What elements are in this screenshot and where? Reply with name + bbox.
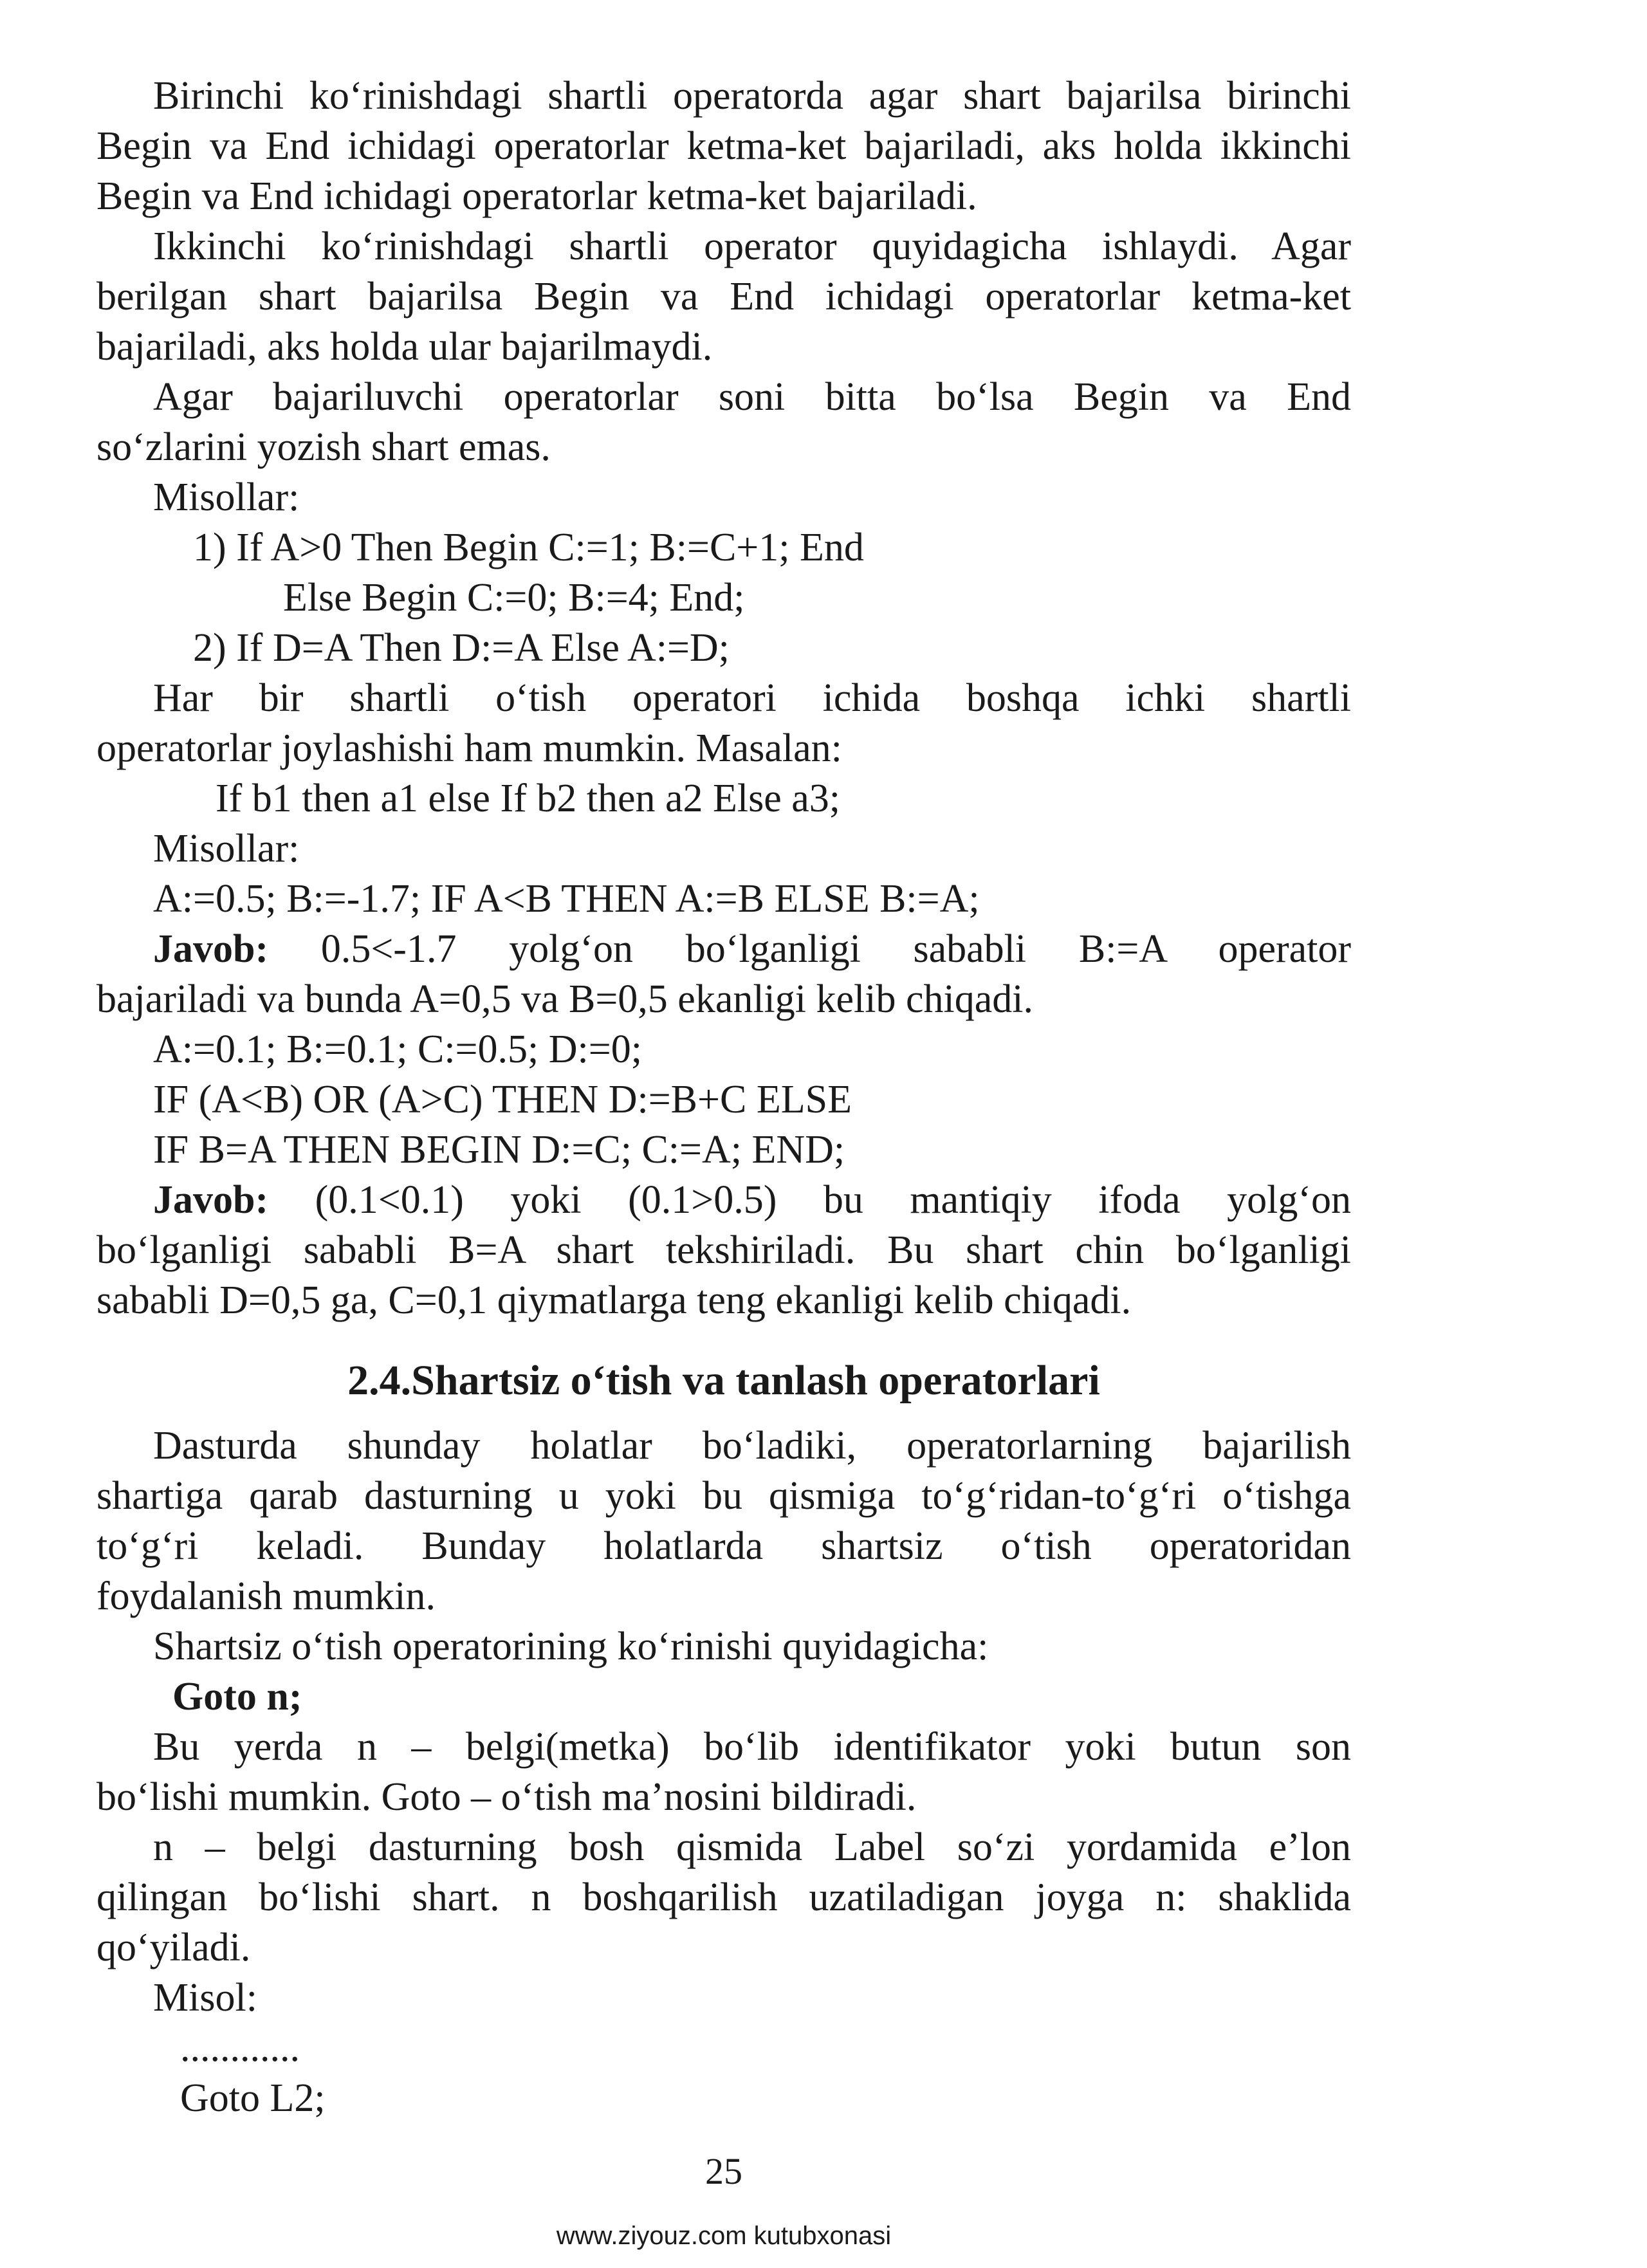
answer-label: Javob: <box>153 1178 269 1222</box>
text-line: Misollar: <box>153 475 300 519</box>
text-line: Har bir shartli o‘tish operatori ichida boshqa ichki shartli <box>153 676 1351 720</box>
text-line: so‘zlarini yozish shart emas. <box>97 425 551 469</box>
text-line: Dasturda shunday holatlar bo‘ladiki, operatorlarning bajarilish <box>153 1424 1351 1468</box>
text-line: bo‘lganligi sababli B=A shart tekshiriladi. Bu shart chin bo‘lganligi <box>97 1228 1351 1272</box>
page-body <box>97 71 1351 2123</box>
text-line: bajariladi, aks holda ular bajarilmaydi. <box>97 325 713 369</box>
text-line: Misollar: <box>153 827 300 871</box>
code-line: IF B=A THEN BEGIN D:=C; C:=A; END; <box>153 1128 845 1172</box>
text-line: to‘g‘ri keladi. Bunday holatlarda shartsiz o‘tish operatoridan <box>97 1524 1351 1568</box>
page-number: 25 <box>705 2150 742 2192</box>
answer-line <box>97 924 1351 974</box>
text-line: Bu yerda n – belgi(metka) bo‘lib identifikator yoki butun son <box>153 1725 1351 1769</box>
answer-text: 0.5<-1.7 yolg‘on bo‘lganligi sababli B:=A operator <box>268 927 1351 971</box>
code-line: Goto L2; <box>180 2076 326 2120</box>
text-line: Begin va End ichidagi operatorlar ketma-ket bajariladi, aks holda ikkinchi <box>97 124 1351 168</box>
code-line: IF (A<B) OR (A>C) THEN D:=B+C ELSE <box>153 1078 852 1121</box>
text-line: shartiga qarab dasturning u yoki bu qismiga to‘g‘ridan-to‘g‘ri o‘tishga <box>97 1474 1351 1518</box>
code-line: A:=0.5; B:=-1.7; IF A<B THEN A:=B ELSE B:=A; <box>153 877 980 921</box>
text-line: Birinchi ko‘rinishdagi shartli operatorda agar shart bajarilsa birinchi <box>153 74 1351 118</box>
text-line: qo‘yiladi. <box>97 1926 251 1969</box>
text-line: n – belgi dasturning bosh qismida Label so‘zi yordamida e’lon <box>153 1825 1351 1869</box>
text-line: Misol: <box>153 1976 257 2020</box>
code-line: Goto n; <box>172 1675 302 1719</box>
text-line: qilingan bo‘lishi shart. n boshqarilish uzatiladigan joyga n: shaklida <box>97 1876 1351 1919</box>
code-line: Else Begin C:=0; B:=4; End; <box>283 576 745 620</box>
text-line: bo‘lishi mumkin. Goto – o‘tish ma’nosini bildiradi. <box>97 1775 917 1819</box>
text-line: berilgan shart bajarilsa Begin va End ichidagi operatorlar ketma-ket <box>97 275 1351 318</box>
code-line: 2) If D=A Then D:=A Else A:=D; <box>193 626 730 670</box>
answer-label: Javob: <box>153 927 269 971</box>
text-line: Agar bajariluvchi operatorlar soni bitta bo‘lsa Begin va End <box>153 375 1351 419</box>
text-line: bajariladi va bunda A=0,5 va B=0,5 ekanligi kelib chiqadi. <box>97 977 1033 1021</box>
code-line: A:=0.1; B:=0.1; C:=0.5; D:=0; <box>153 1028 642 1071</box>
text-line: sababli D=0,5 ga, C=0,1 qiymatlarga teng ekanligi kelib chiqadi. <box>97 1278 1132 1322</box>
answer-line <box>97 1175 1351 1225</box>
answer-text: (0.1<0.1) yoki (0.1>0.5) bu mantiqiy ifoda yolg‘on <box>268 1178 1351 1222</box>
text-line: Shartsiz o‘tish operatorining ko‘rinishi quyidagicha: <box>153 1625 989 1668</box>
text-line: Begin va End ichidagi operatorlar ketma-ket bajariladi. <box>97 174 977 218</box>
code-line: ............ <box>180 2026 300 2070</box>
footer-text: www.ziyouz.com kutubxonasi <box>556 2222 892 2250</box>
text-line: operatorlar joylashishi ham mumkin. Masalan: <box>97 726 842 770</box>
code-line: If b1 then a1 else If b2 then a2 Else a3; <box>216 777 840 820</box>
code-line: 1) If A>0 Then Begin C:=1; B:=C+1; End <box>193 526 864 569</box>
section-heading: 2.4.Shartsiz o‘tish va tanlash operatorlari <box>347 1357 1100 1404</box>
text-line: foydalanish mumkin. <box>97 1574 436 1618</box>
text-line: Ikkinchi ko‘rinishdagi shartli operator quyidagicha ishlaydi. Agar <box>153 225 1351 268</box>
